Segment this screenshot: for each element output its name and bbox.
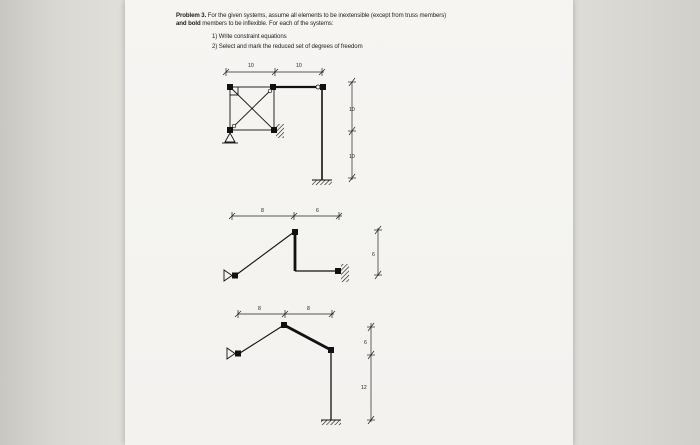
figure-2 bbox=[224, 208, 382, 282]
fig3-dim-top-1: 8 bbox=[258, 306, 261, 312]
fig2-dimension-right bbox=[374, 226, 382, 279]
figure-3 bbox=[227, 306, 375, 425]
fig2-dim-right-1: 6 bbox=[372, 252, 375, 258]
fig1-joint-node bbox=[227, 84, 233, 90]
problem-bold-word: and bold bbox=[176, 20, 201, 27]
fig3-ground-fixed-icon bbox=[321, 420, 341, 425]
fig1-joint-node bbox=[320, 84, 326, 90]
fig3-joint-node bbox=[328, 347, 334, 353]
fig2-fixed-support-icon bbox=[341, 264, 349, 282]
fig3-dim-right-2: 12 bbox=[361, 385, 367, 391]
fig1-fixed-support-icon bbox=[276, 124, 284, 138]
fig2-dimension-top bbox=[229, 212, 342, 220]
fig3-dimension-right bbox=[367, 323, 375, 424]
task-1: 1) Write constraint equations bbox=[212, 33, 287, 40]
fig1-dimension-top bbox=[223, 68, 325, 76]
fig1-pin-support-icon bbox=[222, 133, 238, 143]
fig1-truss bbox=[230, 87, 274, 130]
fig3-inclined-left-member bbox=[240, 325, 284, 353]
fig1-hinge-icon bbox=[268, 89, 272, 93]
fig3-dim-right-1: 6 bbox=[364, 340, 367, 346]
fig1-dimension-right bbox=[348, 78, 356, 182]
fig2-joint-node bbox=[335, 268, 341, 274]
problem-statement-2: members to be inflexible. For each of the systems: bbox=[202, 20, 334, 27]
fig3-roller-support-icon bbox=[227, 348, 241, 359]
fig1-hinge-icon bbox=[232, 124, 236, 128]
fig1-dim-right-1: 10 bbox=[349, 107, 355, 113]
fig3-joint-node bbox=[281, 322, 287, 328]
fig3-dim-top-2: 8 bbox=[307, 306, 310, 312]
figure-1 bbox=[222, 63, 356, 185]
fig1-hinge-icon bbox=[316, 85, 320, 89]
fig2-roller-support-icon bbox=[224, 270, 238, 281]
fig2-joint-node bbox=[292, 229, 298, 235]
fig1-dim-right-2: 10 bbox=[349, 154, 355, 160]
fig3-dimension-top bbox=[235, 310, 335, 318]
task-2: 2) Select and mark the reduced set of degrees of freedom bbox=[212, 43, 363, 50]
problem-label: Problem 3. bbox=[176, 12, 207, 19]
fig1-ground-fixed-icon bbox=[312, 180, 332, 185]
fig1-dim-top-1: 10 bbox=[248, 63, 254, 69]
fig2-dim-top-2: 6 bbox=[316, 208, 319, 214]
fig2-dim-top-1: 8 bbox=[261, 208, 264, 214]
fig2-inclined-member bbox=[236, 232, 294, 275]
fig1-dim-top-2: 10 bbox=[296, 63, 302, 69]
problem-statement-1: For the given systems, assume all elements to be inextensible (except from truss members) bbox=[207, 12, 447, 19]
fig3-bold-inclined-member bbox=[284, 325, 331, 350]
